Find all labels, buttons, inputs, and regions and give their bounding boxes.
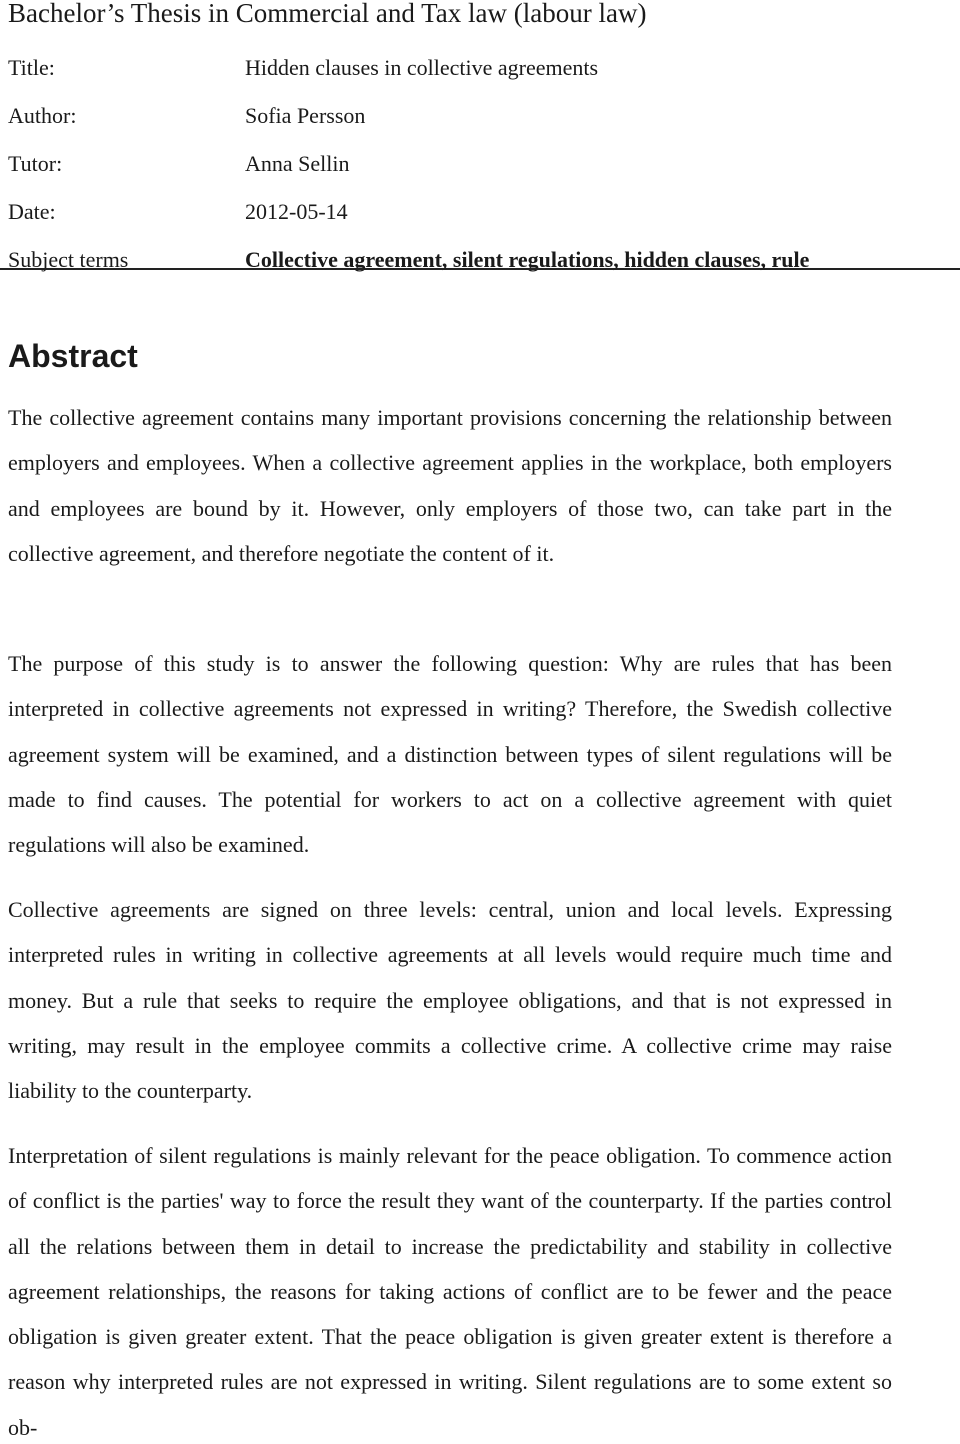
metadata-value: 2012-05-14 xyxy=(245,199,348,224)
metadata-label: Title: xyxy=(8,55,55,80)
abstract-paragraph xyxy=(8,395,892,576)
metadata-value: Anna Sellin xyxy=(245,151,350,176)
metadata-label: Subject terms xyxy=(8,247,129,272)
paragraph-text: The collective agreement contains many important provisions concerning the relationship between employers and employees. When a collective agreement applies in the workplace, both employers and employees are bound by it. However, only employers of those two, can take part in the collective agreement, and therefore negotiate the content of it. xyxy=(8,405,892,566)
abstract-paragraph xyxy=(8,1133,892,1444)
thesis-title: Bachelor’s Thesis in Commercial and Tax law (labour law) xyxy=(8,0,647,28)
metadata-label: Author: xyxy=(8,103,77,128)
metadata-label: Date: xyxy=(8,199,56,224)
metadata-row-tutor xyxy=(8,140,960,188)
metadata-row-title xyxy=(8,44,960,92)
horizontal-divider xyxy=(0,268,960,270)
metadata-label: Tutor: xyxy=(8,151,63,176)
metadata-table xyxy=(8,44,960,284)
abstract-paragraph xyxy=(8,887,892,1113)
metadata-row-author xyxy=(8,92,960,140)
paragraph-text: The purpose of this study is to answer the following question: Why are rules that has been interpreted in collective agreements not expressed in writing? Therefore, the Swedish collective agreement system will be examined, and a distinction between types of silent regulations will be made to find causes. The potential for workers to act on a collective agreement with quiet regulations will also be examined. xyxy=(8,651,892,858)
abstract-paragraph xyxy=(8,641,892,867)
paragraph-text: Collective agreements are signed on three levels: central, union and local levels. Expressing interpreted rules in writing in collective agreements at all levels would require much time and money. But a rule that seeks to require the employee obligations, and that is not expressed in writing, may result in the employee commits a collective crime. A collective crime may raise liability to the counterparty. xyxy=(8,897,892,1104)
metadata-row-subject-terms xyxy=(8,236,960,284)
abstract-heading: Abstract xyxy=(8,338,138,374)
paragraph-text: Interpretation of silent regulations is mainly relevant for the peace obligation. To commence action of conflict is the parties' way to force the result they want of the counterparty. If the parties control all the relations between them in detail to increase the predictability and stability in collective agreement relationships, the reasons for taking actions of conflict are to be fewer and the peace obligation is given greater extent. That the peace obligation is given greater extent is therefore a reason why interpreted rules are not expressed in writing. Silent regulations are to some extent so ob- xyxy=(8,1143,892,1440)
metadata-row-date xyxy=(8,188,960,236)
metadata-value: Hidden clauses in collective agreements xyxy=(245,55,599,80)
metadata-value: Sofia Persson xyxy=(245,103,366,128)
metadata-value: Collective agreement, silent regulations, hidden clauses, rule xyxy=(245,247,810,272)
